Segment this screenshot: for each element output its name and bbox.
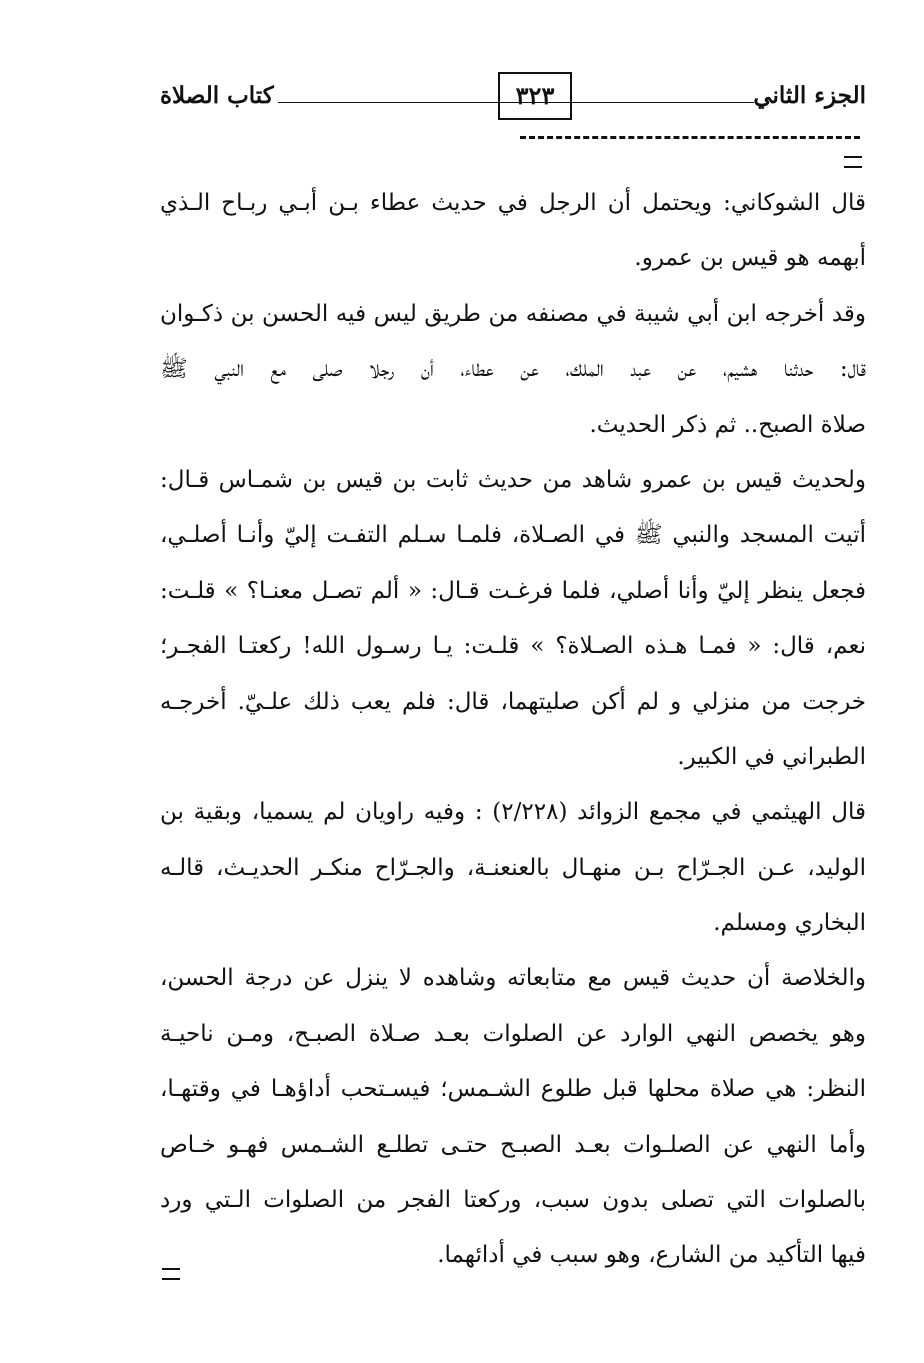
page-number: ٣٢٣ xyxy=(498,72,572,120)
text-line: بالصلوات التي تصلى بدون سبب، وركعتا الفجر من الصلوات الـتي ورد xyxy=(160,1187,866,1214)
text-line: نعم، قال: « فمـا هـذه الصـلاة؟ » قلـت: يـا رسـول الله! ركعتـا الفجـر؛ xyxy=(160,633,866,660)
section-mark-top xyxy=(844,156,862,168)
text-line: صلاة الصبح.. ثم ذكر الحديث. xyxy=(589,411,866,438)
text-line: الوليد، عـن الجـرّاح بـن منهـال بالعنعنـة، والجـرّاح منكـر الحديـث، قالـه xyxy=(160,854,866,881)
text-line: وهو يخصص النهي الوارد عن الصلوات بعـد صـلاة الصبـح، ومـن ناحيـة xyxy=(160,1020,866,1047)
text-line: البخاري ومسلم. xyxy=(713,910,866,937)
text-line: ولحديث قيس بن عمرو شاهد من حديث ثابت بن قيس بن شمـاس قـال: xyxy=(160,466,866,493)
volume-label: الجزء الثاني xyxy=(753,82,866,109)
text-line: أبهمه هو قيس بن عمرو. xyxy=(634,245,866,272)
text-line: والخلاصة أن حديث قيس مع متابعاته وشاهده لا ينزل عن درجة الحسن، xyxy=(160,965,866,992)
text-line: قال الهيثمي في مجمع الزوائد (٢/٢٢٨) : وفيه راويان لم يسميا، وبقية بن xyxy=(160,799,866,826)
text-line: أتيت المسجد والنبي ﷺ في الصـلاة، فلمـا سـلم التفـت إليّ وأنـا أصلـي، xyxy=(160,522,866,549)
text-line: الطبراني في الكبير. xyxy=(677,743,866,770)
running-header xyxy=(160,72,866,122)
text-line: فجعل ينظر إليّ وأنا أصلي، فلما فرغـت قـال: « ألم تصـل معنـا؟ » قلـت: xyxy=(160,577,866,604)
text-line: خرجت من منزلي و لم أكن صليتهما، قال: فلم يعب ذلك علـيّ. أخرجـه xyxy=(160,688,866,715)
text-line: قال الشوكاني: ويحتمل أن الرجل في حديث عطاء بـن أبـي ربـاح الـذي xyxy=(160,190,866,216)
text-line: النظر: هي صلاة محلها قبل طلوع الشـمس؛ فيسـتحب أداؤهـا في وقتهـا، xyxy=(160,1076,866,1103)
dashed-divider xyxy=(520,136,860,139)
header-rule-left xyxy=(278,102,494,103)
text-line: وأما النهي عن الصلـوات بعـد الصبـح حتـى تطلـع الشـمس فهـو خـاص xyxy=(160,1131,866,1158)
section-mark-bottom xyxy=(162,1268,180,1280)
chapter-label: كتاب الصلاة xyxy=(160,82,274,109)
text-line: فيها التأكيد من الشارع، وهو سبب في أدائهما. xyxy=(437,1242,866,1269)
page-body xyxy=(160,180,866,1288)
text-line: وقد أخرجه ابن أبي شيبة في مصنفه من طريق ليس فيه الحسن بن ذكـوان xyxy=(160,300,866,327)
text-line: قال: حدثنا هشيم، عن عبد الملك، عن عطاء، أن رجلا صلى مع النبي ﷺ xyxy=(160,356,866,383)
